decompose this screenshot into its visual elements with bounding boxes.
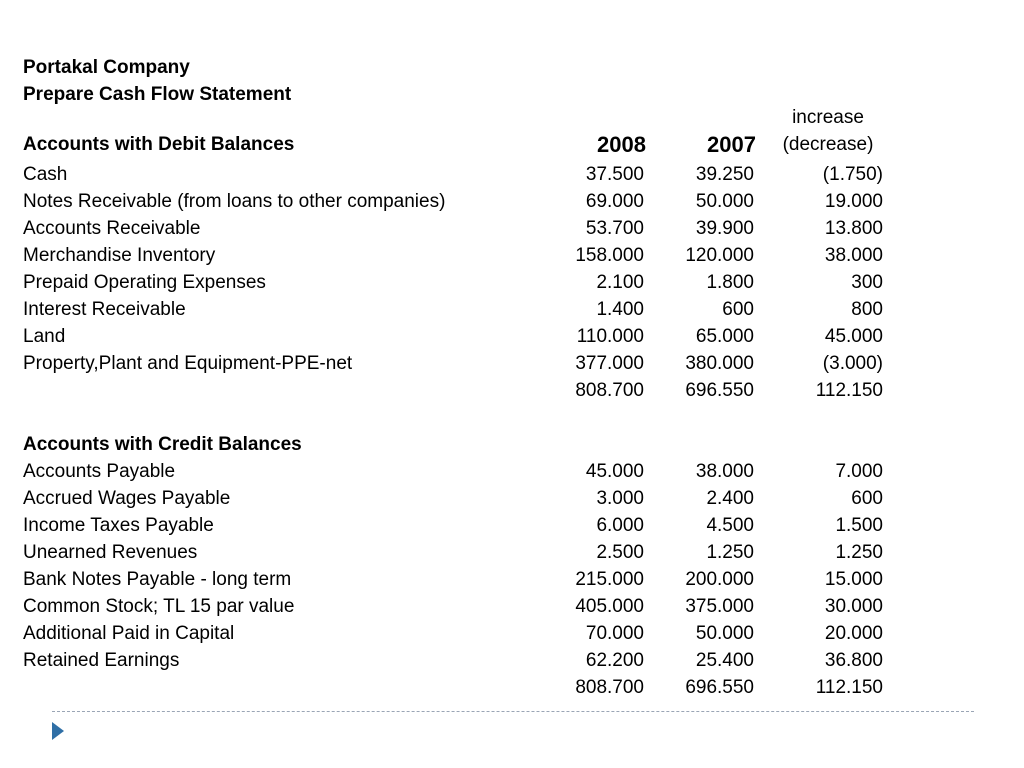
table-row: [23, 647, 903, 674]
value-2007: 65.000: [695, 326, 754, 347]
account-label: Income Taxes Payable: [23, 515, 214, 536]
title-block: [23, 54, 291, 108]
credit-total-row: [23, 674, 903, 701]
table-row: [23, 242, 903, 269]
value-2008: 37.500: [585, 164, 644, 185]
total-2007: 696.550: [685, 677, 754, 698]
account-label: Cash: [23, 164, 68, 185]
table-row: [23, 269, 903, 296]
table-row: [23, 161, 903, 188]
value-2007: 4.500: [706, 515, 754, 536]
value-2008: 377.000: [575, 353, 644, 374]
table-row: [23, 215, 903, 242]
credit-accounts-table: [23, 431, 903, 701]
table-row: [23, 350, 903, 377]
table-row: [23, 512, 903, 539]
value-2007: 200.000: [685, 569, 754, 590]
value-2007: 380.000: [685, 353, 754, 374]
value-change: 7.000: [835, 461, 883, 482]
value-change: 30.000: [824, 596, 883, 617]
value-2007: 39.250: [695, 164, 754, 185]
total-2008: 808.700: [575, 677, 644, 698]
value-2008: 53.700: [585, 218, 644, 239]
table-row: [23, 620, 903, 647]
account-label: Notes Receivable (from loans to other companies): [23, 191, 446, 212]
value-2007: 1.800: [706, 272, 754, 293]
value-2008: 2.500: [596, 542, 644, 563]
value-change: 1.250: [835, 542, 883, 563]
table-header-row: [23, 131, 903, 159]
total-2007: 696.550: [685, 380, 754, 401]
account-label: Merchandise Inventory: [23, 245, 216, 266]
table-row: [23, 566, 903, 593]
debit-section-heading: Accounts with Debit Balances: [23, 134, 295, 155]
value-2007: 2.400: [706, 488, 754, 509]
value-2007: 25.400: [695, 650, 754, 671]
page-subtitle: Prepare Cash Flow Statement: [23, 84, 292, 105]
value-change: 300: [851, 272, 883, 293]
header-year-2008: 2008: [597, 132, 646, 157]
account-label: Additional Paid in Capital: [23, 623, 235, 644]
value-2007: 600: [722, 299, 754, 320]
header-increase: increase: [792, 107, 864, 128]
total-2008: 808.700: [575, 380, 644, 401]
value-change: 19.000: [824, 191, 883, 212]
value-2007: 50.000: [695, 191, 754, 212]
account-label: Accounts Receivable: [23, 218, 201, 239]
value-change: 38.000: [824, 245, 883, 266]
play-arrow-icon[interactable]: [52, 722, 64, 740]
value-2008: 70.000: [585, 623, 644, 644]
value-2008: 69.000: [585, 191, 644, 212]
value-2008: 3.000: [596, 488, 644, 509]
value-change: 15.000: [824, 569, 883, 590]
value-change: 36.800: [824, 650, 883, 671]
account-label: Unearned Revenues: [23, 542, 198, 563]
table-row: [23, 539, 903, 566]
debit-accounts-table: [23, 161, 903, 404]
value-2008: 158.000: [575, 245, 644, 266]
footer-divider: [52, 711, 974, 712]
account-label: Prepaid Operating Expenses: [23, 272, 266, 293]
value-2008: 62.200: [585, 650, 644, 671]
header-decrease: (decrease): [782, 134, 874, 155]
account-label: Interest Receivable: [23, 299, 186, 320]
value-change: 45.000: [824, 326, 883, 347]
account-label: Accrued Wages Payable: [23, 488, 231, 509]
account-label: Property,Plant and Equipment-PPE-net: [23, 353, 353, 374]
value-2008: 45.000: [585, 461, 644, 482]
value-2008: 2.100: [596, 272, 644, 293]
value-2008: 215.000: [575, 569, 644, 590]
value-2008: 6.000: [596, 515, 644, 536]
table-row: [23, 188, 903, 215]
value-2007: 38.000: [695, 461, 754, 482]
value-2008: 1.400: [596, 299, 644, 320]
value-2007: 375.000: [685, 596, 754, 617]
account-label: Retained Earnings: [23, 650, 180, 671]
value-change: 800: [851, 299, 883, 320]
value-2007: 1.250: [706, 542, 754, 563]
table-row: [23, 458, 903, 485]
credit-section-heading: Accounts with Credit Balances: [23, 434, 302, 455]
table-row: [23, 485, 903, 512]
table-row: [23, 296, 903, 323]
value-change: (1.750): [822, 164, 883, 185]
value-2008: 405.000: [575, 596, 644, 617]
account-label: Accounts Payable: [23, 461, 176, 482]
value-2007: 120.000: [685, 245, 754, 266]
account-label: Bank Notes Payable - long term: [23, 569, 292, 590]
value-2008: 110.000: [576, 326, 644, 347]
account-label: Common Stock; TL 15 par value: [23, 596, 295, 617]
account-label: Land: [23, 326, 66, 347]
value-2007: 50.000: [695, 623, 754, 644]
value-change: 20.000: [824, 623, 883, 644]
value-change: 1.500: [835, 515, 883, 536]
table-row: [23, 593, 903, 620]
table-row: [23, 323, 903, 350]
value-change: (3.000): [822, 353, 883, 374]
value-change: 13.800: [824, 218, 883, 239]
header-year-2007: 2007: [707, 132, 756, 157]
value-change: 600: [851, 488, 883, 509]
total-change: 112.150: [815, 677, 883, 698]
total-change: 112.150: [815, 380, 883, 401]
company-name: Portakal Company: [23, 57, 190, 78]
debit-total-row: [23, 377, 903, 404]
value-2007: 39.900: [695, 218, 754, 239]
